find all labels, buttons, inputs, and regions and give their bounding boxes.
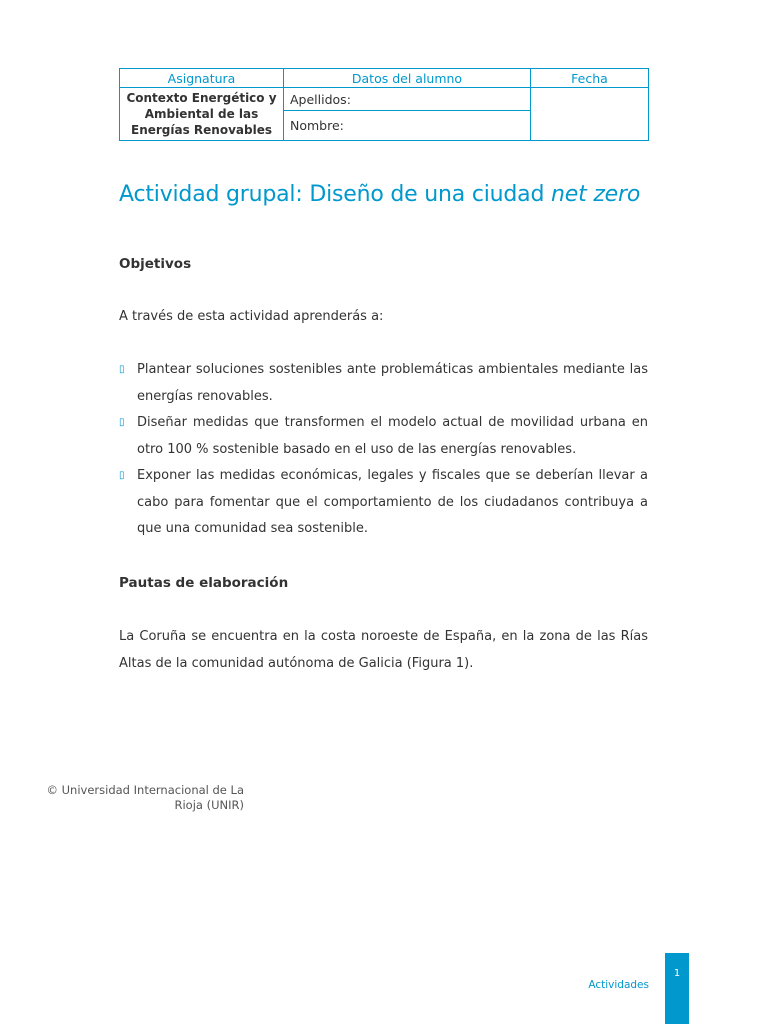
title-main: Actividad grupal: Diseño de una ciudad bbox=[119, 182, 552, 207]
name-field[interactable]: Nombre: bbox=[284, 111, 531, 141]
list-item-text: Plantear soluciones sostenibles ante problemáticas ambientales mediante las energías renovables. bbox=[137, 362, 648, 404]
list-item bbox=[119, 463, 648, 543]
surname-field[interactable]: Apellidos: bbox=[284, 88, 531, 111]
objectives-list bbox=[119, 357, 648, 543]
guidelines-paragraph: La Coruña se encuentra en la costa noroeste de España, en la zona de las Rías Altas de la comunidad autónoma de Galicia (Figura 1). bbox=[119, 629, 648, 671]
objectives-intro: A través de esta actividad aprenderás a: bbox=[119, 309, 384, 324]
bullet-icon: ▯ bbox=[119, 417, 125, 428]
bullet-icon: ▯ bbox=[119, 470, 125, 481]
date-field[interactable] bbox=[531, 88, 649, 141]
footer-section-label: Actividades bbox=[588, 979, 649, 991]
header-row bbox=[120, 69, 649, 88]
col-date-heading: Fecha bbox=[531, 69, 649, 88]
subject-name: Contexto Energético y Ambiental de las Energías Renovables bbox=[120, 88, 284, 141]
copyright-notice: © Universidad Internacional de La Rioja (UNIR) bbox=[46, 783, 244, 812]
title-italic: net zero bbox=[551, 182, 641, 207]
header-table bbox=[119, 68, 649, 141]
list-item bbox=[119, 410, 648, 463]
page-number-tab bbox=[665, 953, 689, 1024]
guidelines-heading: Pautas de elaboración bbox=[119, 575, 289, 591]
col-student-heading: Datos del alumno bbox=[284, 69, 531, 88]
list-item bbox=[119, 357, 648, 410]
page-number: 1 bbox=[673, 968, 681, 979]
objectives-heading: Objetivos bbox=[119, 256, 192, 272]
student-row bbox=[120, 88, 649, 111]
list-item-text: Diseñar medidas que transformen el modelo actual de movilidad urbana en otro 100 % sostenible basado en el uso de las energías renovables. bbox=[137, 415, 648, 457]
col-subject-heading: Asignatura bbox=[120, 69, 284, 88]
page-title bbox=[119, 182, 640, 207]
list-item-text: Exponer las medidas económicas, legales y fiscales que se deberían llevar a cabo para fomentar que el comportamiento de los ciudadanos contribuya a que una comunidad sea sostenible. bbox=[137, 468, 648, 536]
bullet-icon: ▯ bbox=[119, 364, 125, 375]
